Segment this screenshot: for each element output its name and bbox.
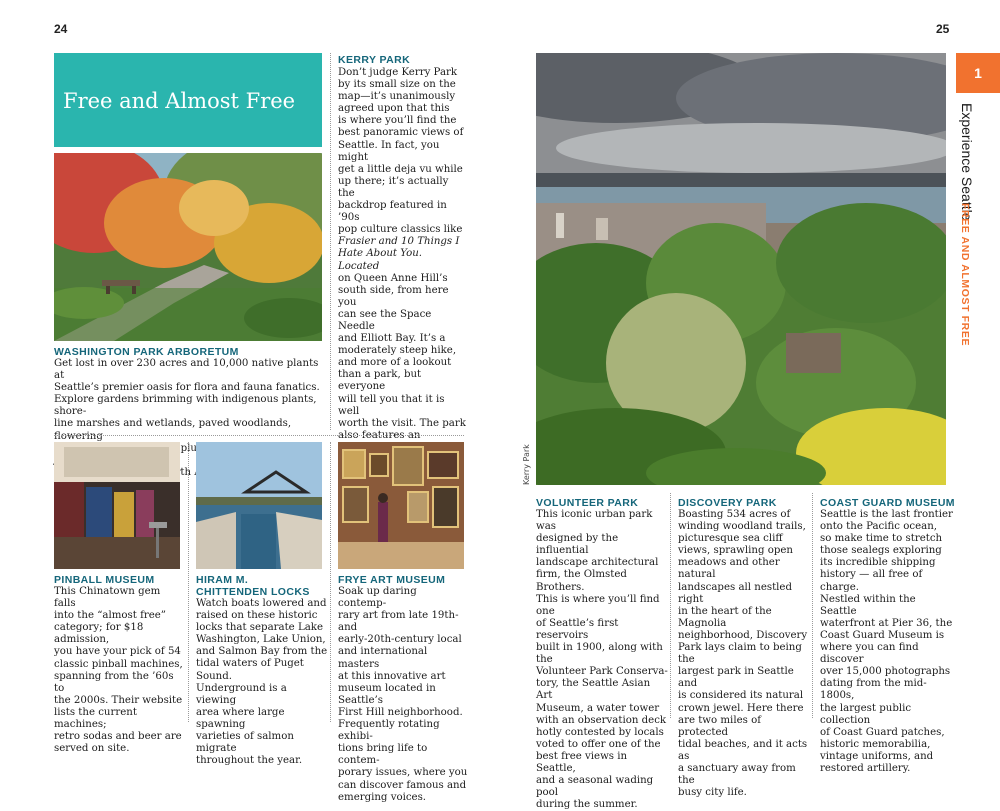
banner-title: Free and Almost Free	[63, 89, 296, 113]
chittenden-locks-photo	[196, 442, 322, 569]
pinball-museum-photo	[54, 442, 180, 569]
coast-guard-museum-heading: COAST GUARD MUSEUM	[820, 497, 955, 509]
washington-park-heading: WASHINGTON PARK ARBORETUM	[54, 346, 239, 358]
chapter-number: 1	[974, 65, 982, 81]
frye-art-museum-photo	[338, 442, 464, 569]
volunteer-park-text: This iconic urban park was designed by the influential landscape architectural firm, the Olmsted Brothers. This is where you’ll find one of Seattle’s first reservoirs built in 1900, along with the Volunteer Park Conserva- tory, the Seattle Asian Art Museum, a water tower with an observation deck hotly contested by locals voted to offer one of the best free views in Seattle, and a seasonal wading pool during the summer.	[536, 509, 668, 811]
discovery-park-text: Boasting 534 acres of winding woodland trails, picturesque sea cliff views, sprawling open meadows and other natural landscapes all nestled right in the heart of the Magnolia neighborhood, Discovery Park lays claim to being the largest park in Seattle and is considered its natural crown jewel. Here there are two miles of protected tidal beaches, and it acts as a sanctuary away from the busy city life.	[678, 509, 808, 799]
chittenden-locks-heading: HIRAM M. CHITTENDEN LOCKS	[196, 574, 310, 598]
page-number-left: 24	[54, 22, 68, 36]
photo-credit: Kerry Park	[522, 444, 531, 485]
row-divider	[54, 435, 464, 436]
pinball-museum-text: This Chinatown gem falls into the “almost free” category; for $18 admission, you have your pick of 54 classic pinball machines, spanning from the ’60s to the 2000s. Their website lists the current machines; retro sodas and beer are served on site.	[54, 586, 183, 755]
volunteer-park-heading: VOLUNTEER PARK	[536, 497, 639, 509]
frye-art-museum-text: Soak up daring contemp- rary art from late 19th- and early-20th-century local and international masters at this innovative art museum located in Seattle’s First Hill neighborhood. Frequently rotating exhibi- tions bring life to contem- porary issues, where you can discover famous and emerging voices.	[338, 586, 468, 803]
column-divider-5	[812, 493, 813, 718]
kerry-park-heading: KERRY PARK	[338, 54, 411, 66]
section-banner	[54, 53, 322, 147]
washington-park-photo	[54, 153, 322, 341]
discovery-park-heading: DISCOVERY PARK	[678, 497, 777, 509]
column-divider	[330, 53, 331, 430]
frye-art-museum-heading: FRYE ART MUSEUM	[338, 574, 446, 586]
pinball-museum-heading: PINBALL MUSEUM	[54, 574, 155, 586]
column-divider-2	[188, 442, 189, 722]
section-title-vertical: FREE AND ALMOST FREE	[959, 203, 971, 347]
page-number-right: 25	[936, 22, 950, 36]
kerry-park-photo	[536, 53, 946, 485]
column-divider-4	[670, 493, 671, 718]
chapter-title: Experience Seattle	[959, 103, 975, 221]
chapter-tab	[956, 53, 1000, 93]
washington-park-text: Get lost in over 230 acres and 10,000 native plants at Seattle’s premier oasis for flora and fauna fanatics. Explore gardens brimming with indigenous plants, shore- line marshes and wetlands, paved woodlands, flowering plus	[54, 358, 320, 454]
column-divider-3	[330, 442, 331, 722]
kerry-park-text: Don’t judge Kerry Park by its small size on the map—it’s unanimously agreed upon that this is where you’ll find the best panoramic views of Seattle. In fact, you might get a little deja vu while up there; it’s actually the backdrop featured in ’90s pop culture classics like Frasier and 10 Things I Hate About You. Located on Queen Anne Hill’s south side, from here you can see the Space Needle and Elliott Bay. It’s a moderately steep hike, and more of a lookout than a park, but everyone will tell you that it is well worth the visit. The park also features an	[338, 67, 466, 441]
coast-guard-museum-text: Seattle is the last frontier onto the Pacific ocean, so make time to stretch those sealegs exploring its incredible shipping history — all free of charge. Nestled within the Seattle waterfront at Pier 36, the Coast Guard Museum is where you can find discover over 15,000 photographs dating from the mid-1800s, the largest public collection of Coast Guard patches, historic memorabilia, vintage uniforms, and restored artillery.	[820, 509, 953, 774]
chittenden-locks-text: Watch boats lowered and raised on these historic locks that separate Lake Washington, Lake Union, and Salmon Bay from the tidal waters of Puget Sound. Underground is a viewing area where large spawning varieties of salmon migrate throughout the year.	[196, 598, 328, 767]
